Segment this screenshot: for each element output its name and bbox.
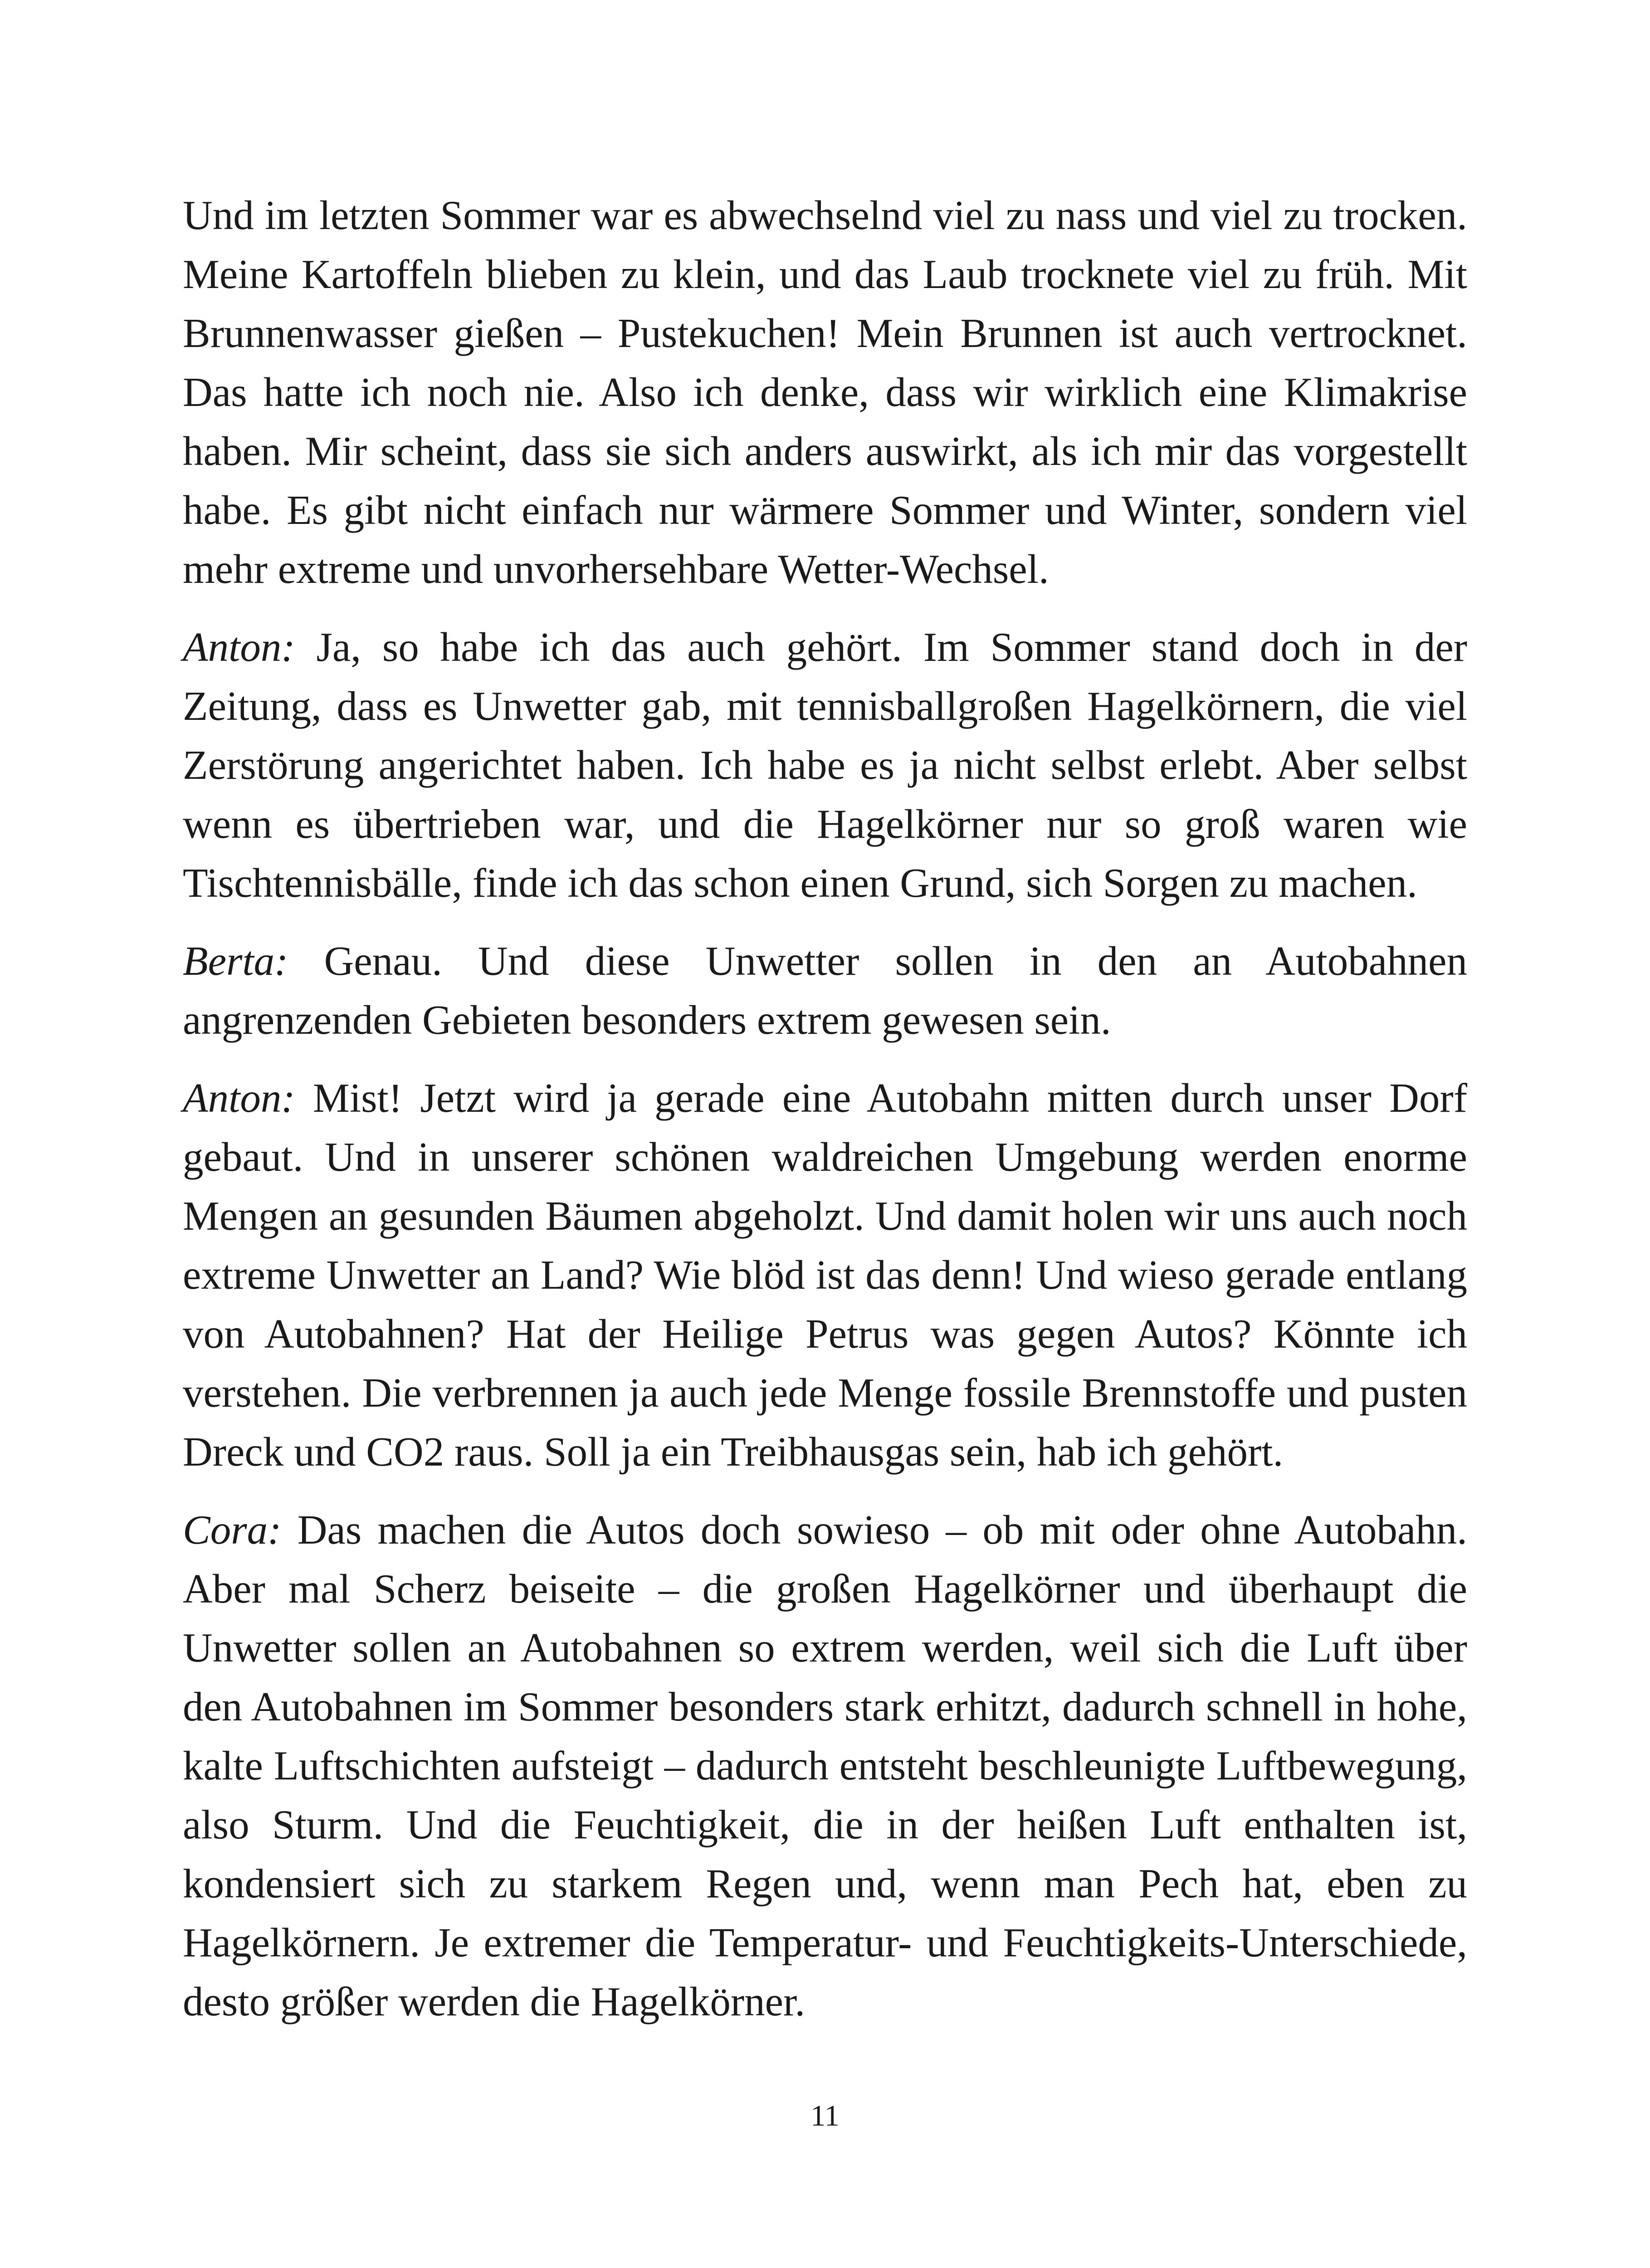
speaker-name: Anton: [183,624,295,670]
body-text [183,186,1467,2050]
paragraph-5 [183,1501,1467,2031]
speaker-name: Berta: [183,938,288,984]
paragraph-1 [183,186,1467,599]
speaker-name: Anton: [183,1075,295,1121]
paragraph-text: Und im letzten Sommer war es abwechselnd viel zu nass und viel zu trocken. Meine Kartoffeln blieben zu klein, und das Laub trocknete viel zu früh. Mit Brunnenwasser gießen – Pustekuchen! Mein Brunnen ist auch vertrocknet. Das hatte ich noch nie. Also ich denke, dass wir wirklich eine Klimakrise haben. Mir scheint, dass sie sich anders auswirkt, als ich mir das vorgestellt habe. Es gibt nicht einfach nur wärmere Sommer und Winter, sondern viel mehr extreme und unvorhersehbare Wetter-Wechsel. [183,192,1467,592]
paragraph-text: Mist! Jetzt wird ja gerade eine Autobahn mitten durch unser Dorf gebaut. Und in unserer schönen waldreichen Umgebung werden enorme Mengen an gesunden Bäumen abgeholzt. Und damit holen wir uns auch noch extreme Unwetter an Land? Wie blöd ist das denn! Und wieso gerade entlang von Autobahnen? Hat der Heilige Petrus was gegen Autos? Könnte ich verstehen. Die verbrennen ja auch jede Menge fossile Brennstoffe und pusten Dreck und CO2 raus. Soll ja ein Treibhausgas sein, hab ich gehört. [183,1075,1467,1475]
paragraph-text: Genau. Und diese Unwetter sollen in den an Autobahnen angrenzenden Gebieten besonders extrem gewesen sein. [183,938,1468,1043]
paragraph-text: Ja, so habe ich das auch gehört. Im Sommer stand doch in der Zeitung, dass es Unwetter gab, mit tennisballgroßen Hagelkörnern, die viel Zerstörung angerichtet haben. Ich habe es ja nicht selbst erlebt. Aber selbst wenn es übertrieben war, und die Hagelkörner nur so groß waren wie Tischtennisbälle, finde ich das schon einen Grund, sich Sorgen zu machen. [183,624,1468,906]
speaker-name: Cora: [183,1507,282,1553]
paragraph-4 [183,1069,1467,1481]
page-number: 11 [810,2099,840,2132]
paragraph-2 [183,618,1467,913]
paragraph-text: Das machen die Autos doch sowieso – ob mit oder ohne Autobahn. Aber mal Scherz beiseite – die großen Hagelkörner und überhaupt die Unwetter sollen an Autobahnen so extrem werden, weil sich die Luft über den Autobahnen im Sommer besonders stark erhitzt, dadurch schnell in hohe, kalte Luftschichten aufsteigt – dadurch entsteht beschleunigte Luftbewegung, also Sturm. Und die Feuchtigkeit, die in der heißen Luft enthalten ist, kondensiert sich zu starkem Regen und, wenn man Pech hat, eben zu Hagelkörnern. Je extremer die Temperatur- und Feuchtigkeits-Unterschiede, desto größer werden die Hagelkörner. [183,1507,1467,2024]
paragraph-3 [183,932,1467,1050]
